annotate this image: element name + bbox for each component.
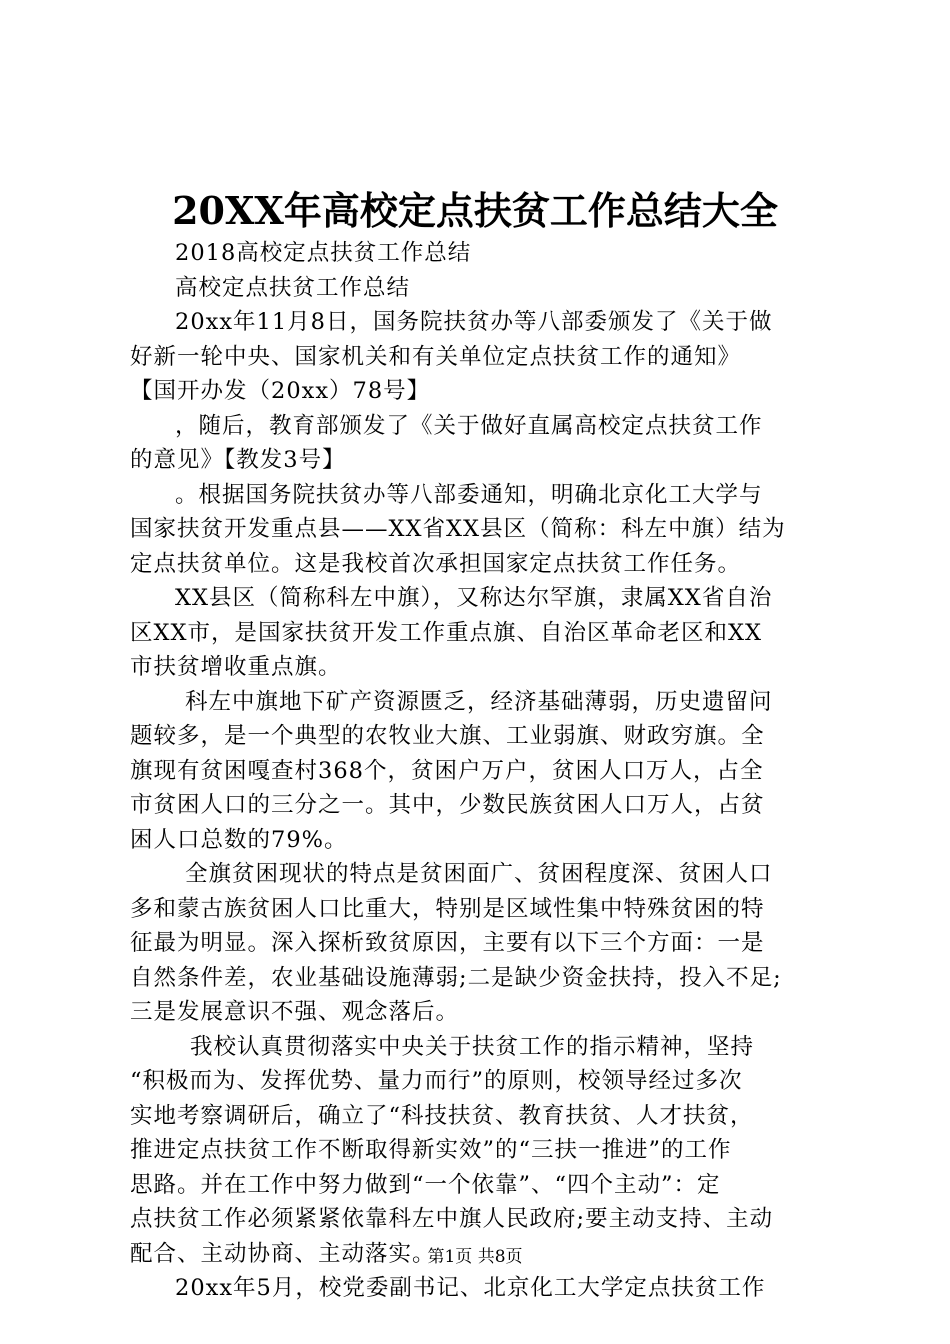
body-line: 市贫困人口的三分之一。其中，少数民族贫困人口万人，占贫: [130, 792, 765, 818]
body-line: 。根据国务院扶贫办等八部委通知，明确北京化工大学与: [175, 481, 763, 508]
document-title: 20XX年高校定点扶贫工作总结大全: [172, 188, 778, 233]
body-line: 思路。并在工作中努力做到“一个依靠”、“四个主动”：定: [130, 1171, 721, 1198]
body-line: 的意见》【教发3号】: [130, 447, 346, 473]
body-line: 点扶贫工作必须紧紧依靠科左中旗人民政府;要主动支持、主动: [130, 1206, 774, 1232]
body-line: 实地考察调研后，确立了“科技扶贫、教育扶贫、人才扶贫，: [130, 1102, 754, 1129]
body-line: “积极而为、发挥优势、量力而行”的原则，校领导经过多次: [130, 1068, 743, 1094]
body-line: 市扶贫增收重点旗。: [130, 654, 342, 680]
body-line: 【国开办发（20xx）78号】: [130, 378, 431, 404]
body-line: 困人口总数的79%。: [130, 826, 348, 853]
body-line: ，随后，教育部颁发了《关于做好直属高校定点扶贫工作: [175, 412, 763, 439]
body-line: XX县区（简称科左中旗），又称达尔罕旗，隶属XX省自治: [175, 585, 773, 611]
body-line: 国家扶贫开发重点县——XX省XX县区（简称：科左中旗）结为: [130, 516, 786, 542]
body-line: 20xx年11月8日，国务院扶贫办等八部委颁发了《关于做: [175, 309, 773, 335]
body-line: 好新一轮中央、国家机关和有关单位定点扶贫工作的通知》: [130, 343, 742, 370]
page-footer: 第1页 共8页: [427, 1247, 523, 1267]
body-line: 题较多，是一个典型的农牧业大旗、工业弱旗、财政穷旗。全: [130, 723, 765, 749]
body-line: 我校认真贯彻落实中央关于扶贫工作的指示精神，坚持: [190, 1033, 755, 1060]
body-line: 区XX市，是国家扶贫开发工作重点旗、自治区革命老区和XX: [130, 619, 763, 646]
body-line: 旗现有贫困嘎查村368个，贫困户万户，贫困人口万人，占全: [130, 757, 764, 784]
body-line: 20xx年5月，校党委副书记、北京化工大学定点扶贫工作: [175, 1275, 766, 1301]
body-line: 高校定点扶贫工作总结: [175, 274, 411, 301]
body-line: 征最为明显。深入探析致贫原因，主要有以下三个方面：一是: [130, 930, 765, 956]
body-line: 三是发展意识不强、观念落后。: [130, 999, 460, 1025]
body-line: 定点扶贫单位。这是我校首次承担国家定点扶贫工作任务。: [130, 550, 742, 577]
body-line: 配合、主动协商、主动落实。: [130, 1240, 436, 1267]
body-line: 自然条件差，农业基础设施薄弱;二是缺少资金扶持，投入不足;: [130, 964, 782, 991]
body-line: 科左中旗地下矿产资源匮乏，经济基础薄弱，历史遗留问: [185, 688, 773, 715]
body-line: 2018高校定点扶贫工作总结: [175, 240, 472, 266]
body-line: 推进定点扶贫工作不断取得新实效”的“三扶一推进”的工作: [130, 1137, 732, 1163]
document-body: [130, 236, 835, 1306]
body-line: 全旗贫困现状的特点是贫困面广、贫困程度深、贫困人口: [185, 861, 773, 887]
body-line: 多和蒙古族贫困人口比重大，特别是区域性集中特殊贫困的特: [130, 895, 765, 922]
